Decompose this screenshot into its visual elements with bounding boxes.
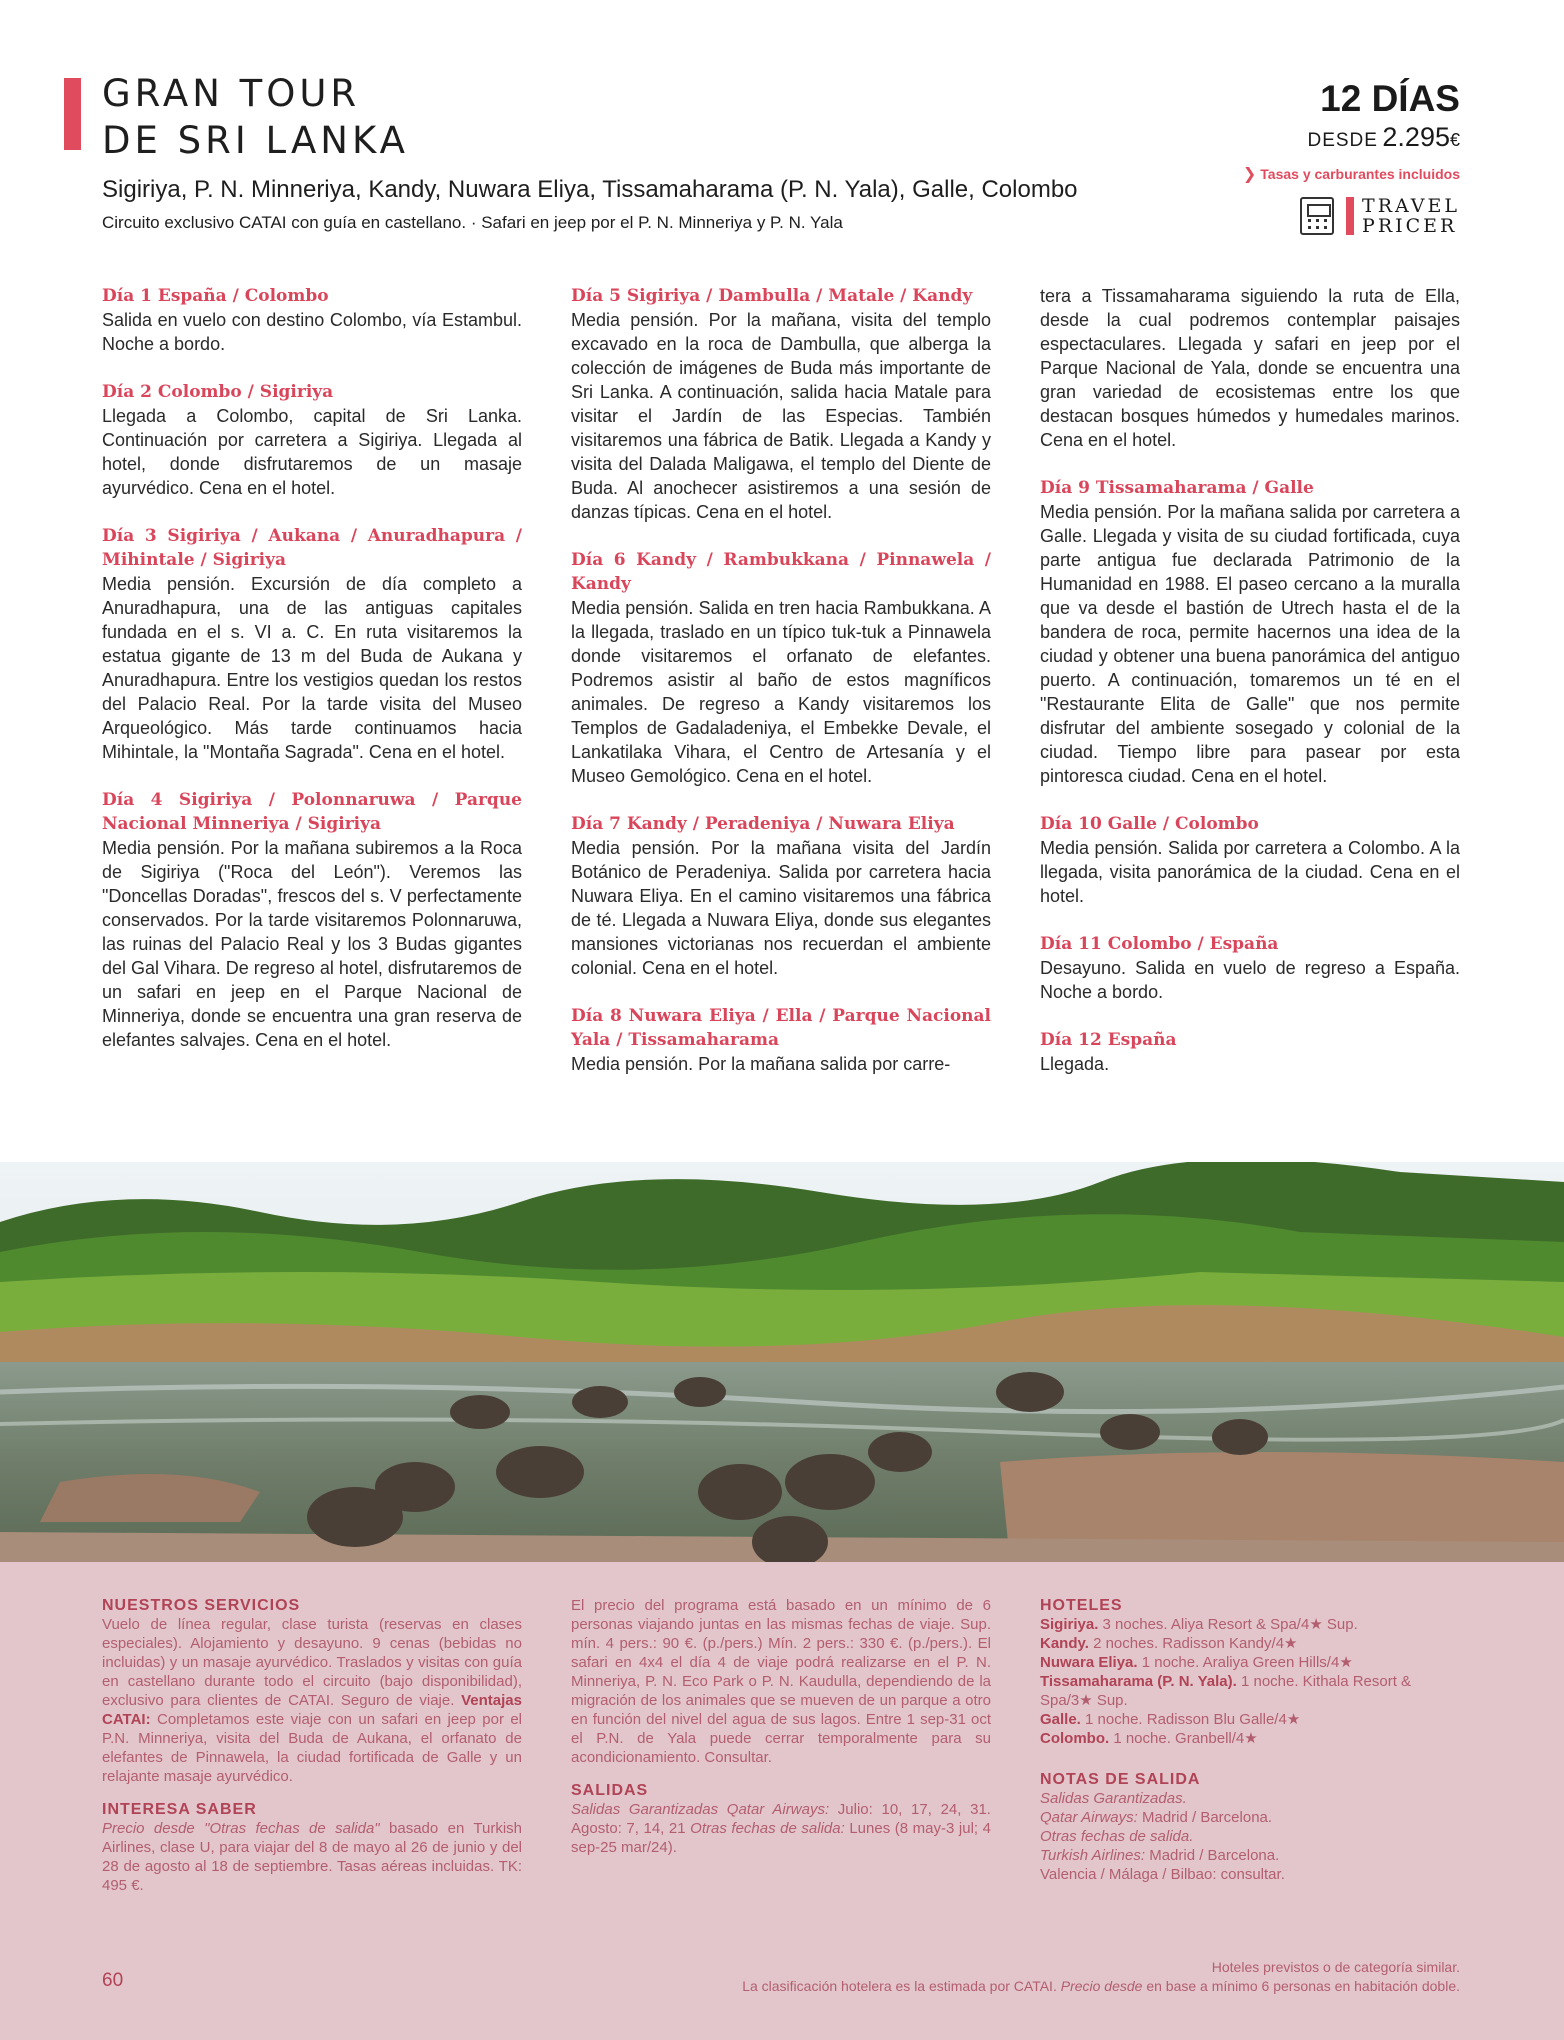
interesa-italic: Precio desde "Otras fechas de salida" [102,1820,380,1837]
itinerary-day [571,548,991,788]
precio-note: El precio del programa está basado en un mínimo de 6 personas viajando juntas en las mismas fechas de viaje. Sup. mín. 4 pers.: 90 €. (p./pers.) Mín. 2 pers.: 330 €. (p./pers.). El safari en 4x4 el día 4 de viaje podrá realizarse en el P. N. Minneriya, P. N. Eco Park o P. N. Kaudulla, dependiendo de la migración de los animales que se mueven de un parque a otro en función del nivel del agua de sus lagos. Entre 1 sep-31 oct el P.N. de Yala puede cerrar temporalmente para su acondicionamiento. Consultar. [571,1597,991,1766]
calculator-icon [1300,197,1334,235]
itinerary-column-2 [571,284,991,1100]
footer-line-2-italic: Precio desde [1060,1978,1143,1994]
notas-line [1040,1846,1460,1865]
itinerary-day [1040,476,1460,788]
salidas-text [571,1800,991,1857]
salidas-heading: SALIDAS [571,1782,649,1799]
hotel-city: Galle. [1040,1711,1081,1728]
notas-line-5: Valencia / Málaga / Bilbao: consultar. [1040,1866,1285,1883]
day-title: Día 6 Kandy / Rambukkana / Pinnawela / Kandy [571,550,991,594]
taxes-note [1243,164,1460,184]
price-currency: € [1449,130,1460,150]
day-text: Llegada a Colombo, capital de Sri Lanka. Continuación por carretera a Sigiriya. Llegada al hotel, donde disfrutaremos de un masaje ayurvédico. Cena en el hotel. [102,406,522,498]
travel-pricer-text [1362,196,1460,236]
day-text: Media pensión. Por la mañana subiremos a la Roca de Sigiriya ("Roca del León"). Veremos las "Doncellas Doradas", frescos del s. V perfectamente conservados. Por la tarde visitaremos Polonnaruwa, las ruinas del Palacio Real y los 3 Budas gigantes del Gal Vihara. De regreso al hotel, disfrutaremos de un safari en jeep en el Parque Nacional de Minneriya, donde se encuentra una gran reserva de elefantes salvajes. Cena en el hotel. [102,838,522,1050]
day-title: Día 2 Colombo / Sigiriya [102,382,334,402]
notas-line [1040,1808,1460,1827]
day-text: Salida en vuelo con destino Colombo, vía Estambul. Noche a bordo. [102,310,522,354]
ventajas-text: Completamos este viaje con un safari en jeep por el P.N. Minneriya, visita del Buda de Aukana, el orfanato de elefantes de Pinnawela, la ciudad fortificada de Galle y un relajante masaje ayurvédico. [102,1711,522,1785]
interesa-body: basado en Turkish Airlines, clase U, para viajar del 8 de mayo al 26 de junio y del 28 de agosto al 18 de septiembre. Tasas aéreas incluidas. TK: 495 €. [102,1820,522,1894]
interesa-text [102,1819,522,1895]
title-line-2: DE SRI LANKA [102,119,409,162]
hotel-city: Tissamaharama (P. N. Yala). [1040,1673,1237,1690]
day-text: Media pensión. Por la mañana, visita del templo excavado en la roca de Dambulla, que alberga la colección de imágenes de Buda más importante de Sri Lanka. A continuación, salida hacia Matale para visitar el Jardín de las Especias. También visitaremos una fábrica de Batik. Llegada a Kandy y visita del Dalada Maligawa, el templo del Diente de Buda. Al anochecer asistiremos a una sesión de danzas típicas. Cena en el hotel. [571,310,991,522]
notas-line-3: Otras fechas de salida. [1040,1828,1194,1845]
itinerary-day [102,788,522,1052]
hotel-detail: 1 noche. Granbell/4★ [1113,1730,1258,1747]
travel-pricer-line-2: PRICER [1362,215,1458,237]
day-text: Llegada. [1040,1054,1110,1074]
day-text: Media pensión. Salida en tren hacia Rambukkana. A la llegada, traslado en un típico tuk-tuk a Pinnawela donde visitaremos el orfanato de elefantes. Podremos asistir al baño de estos magníficos animales. De regreso a Kandy visitaremos los Templos de Gadaladeniya, el Embekke Devale, el Lankatilaka Vihara, el Centro de Artesanía y el Museo Gemológico. Cena en el hotel. [571,598,991,786]
day-text: Media pensión. Por la mañana visita del Jardín Botánico de Peradeniya. Salida por carretera hacia Nuwara Eliya. En el camino visitaremos una fábrica de té. Llegada a Nuwara Eliya, donde sus elegantes mansiones victorianas nos recuerdan el ambiente colonial. Cena en el hotel. [571,838,991,978]
footer-note [742,1958,1460,1996]
hotel-item [1040,1672,1460,1710]
hotel-detail: 2 noches. Radisson Kandy/4★ [1093,1635,1298,1652]
day-title: Día 4 Sigiriya / Polonnaruwa / Parque Nacional Minneriya / Sigiriya [102,790,522,834]
salidas-otras-label: Otras fechas de salida: [690,1820,845,1837]
taxes-text: Tasas y carburantes incluidos [1260,166,1460,182]
notas-line-1: Salidas Garantizadas. [1040,1790,1187,1807]
hotel-item [1040,1710,1460,1729]
day-title: Día 12 España [1040,1030,1177,1050]
elephants-river-photo [0,1162,1564,1562]
salidas-qatar-label: Salidas Garantizadas Qatar Airways: [571,1801,830,1818]
hotel-city: Sigiriya. [1040,1616,1099,1633]
notas-qatar-label: Qatar Airways: [1040,1809,1138,1826]
notas-turkish-label: Turkish Airlines: [1040,1847,1146,1864]
footer-line-2b: en base a mínimo 6 personas en habitación doble. [1146,1978,1460,1994]
hotel-item [1040,1653,1460,1672]
hoteles-heading: HOTELES [1040,1597,1123,1614]
day-text: Media pensión. Excursión de día completo a Anuradhapura, una de las antiguas capitales fundada en el s. VI a. C. En ruta visitaremos la estatua gigante de 13 m del Buda de Aukana y Anuradhapura. Entre los vestigios quedan los restos del Palacio Real. Por la tarde visita del Museo Arqueológico. Más tarde continuamos hacia Mihintale, la "Montaña Sagrada". Cena en el hotel. [102,574,522,762]
hotel-item [1040,1729,1460,1748]
day-title: Día 5 Sigiriya / Dambulla / Matale / Kandy [571,286,973,306]
chevron-right-icon: ❯ [1242,166,1257,183]
hotel-city: Kandy. [1040,1635,1089,1652]
day-text: tera a Tissamaharama siguiendo la ruta de Ella, desde la cual podremos contemplar paisajes espectaculares. Llegada y safari en jeep por el Parque Nacional de Yala, donde se encuentra una gran variedad de ecosistemas entre los que destacan bosques húmedos y humedales marinos. Cena en el hotel. [1040,286,1460,450]
hotel-detail: 1 noche. Kithala Resort & Spa/3★ Sup. [1040,1673,1412,1709]
trip-duration: 12 DÍAS [1320,78,1460,119]
day-title: Día 7 Kandy / Peradeniya / Nuwara Eliya [571,814,955,834]
services-body: Vuelo de línea regular, clase turista (reservas en clases especiales). Alojamiento y desayuno. 9 cenas (bebidas no incluidas) y un masaje ayurvédico. Traslados y visitas con guía en castellano durante todo el circuito (bajo disponibilidad), exclusivo para clientes de CATAI. Seguro de viaje. [102,1616,522,1709]
interesa-heading: INTERESA SABER [102,1801,257,1818]
hotel-item [1040,1634,1460,1653]
footer-line-2a: La clasificación hotelera es la estimada por CATAI. [742,1978,1057,1994]
day-title: Día 1 España / Colombo [102,286,329,306]
hotel-detail: 3 noches. Aliya Resort & Spa/4★ Sup. [1102,1616,1358,1633]
itinerary-day [571,812,991,980]
route-subtitle: Circuito exclusivo CATAI con guía en castellano. · Safari en jeep por el P. N. Minneriya y P. N. Yala [102,213,843,232]
page-number: 60 [102,1970,124,1991]
itinerary-day [102,380,522,500]
info-column-2 [571,1596,991,1857]
hotel-detail: 1 noche. Radisson Blu Galle/4★ [1085,1711,1301,1728]
logo-accent-bar [1346,197,1354,235]
itinerary-day [571,1004,991,1076]
hotel-city: Nuwara Eliya. [1040,1654,1138,1671]
title-accent-bar [64,78,81,150]
day-text: Desayuno. Salida en vuelo de regreso a España. Noche a bordo. [1040,958,1460,1002]
notas-line [1040,1827,1460,1846]
salidas-qatar-text: Julio: 10, 17, 24, 31. Agosto: 7, 14, 21 [571,1801,991,1837]
page-title [102,70,409,164]
notas-line [1040,1865,1460,1884]
photo-illustration [0,1162,1564,1562]
info-column-3 [1040,1596,1460,1884]
itinerary-day [571,284,991,524]
day-text: Media pensión. Por la mañana salida por carre- [571,1054,951,1074]
title-line-1: GRAN TOUR [102,72,361,115]
day-title: Día 10 Galle / Colombo [1040,814,1259,834]
itinerary-day [1040,812,1460,908]
day-title: Día 8 Nuwara Eliya / Ella / Parque Nacional Yala / Tissamaharama [571,1006,991,1050]
itinerary-day [102,524,522,764]
day-title: Día 9 Tissamaharama / Galle [1040,478,1314,498]
day-title: Día 3 Sigiriya / Aukana / Anuradhapura / Mihintale / Sigiriya [102,526,522,570]
day-title: Día 11 Colombo / España [1040,934,1279,954]
salidas-otras-text: Lunes (8 may-3 jul; 4 sep-25 mar/24). [571,1820,991,1856]
notas-heading: NOTAS DE SALIDA [1040,1771,1201,1788]
price-desde-label: DESDE [1307,130,1378,151]
itinerary-day [102,284,522,356]
services-heading: NUESTROS SERVICIOS [102,1597,301,1614]
footer-line-1: Hoteles previstos o de categoría similar. [1211,1959,1460,1975]
notas-turkish-text: Madrid / Barcelona. [1149,1847,1280,1864]
trip-price [1307,122,1460,153]
hotel-city: Colombo. [1040,1730,1110,1747]
notas-qatar-text: Madrid / Barcelona. [1141,1809,1273,1826]
price-amount: 2.295 [1382,122,1450,152]
itinerary-day [1040,1028,1460,1076]
itinerary-column-1 [102,284,522,1076]
itinerary-column-3 [1040,284,1460,1100]
info-column-1 [102,1596,522,1895]
notas-line [1040,1789,1460,1808]
day-text: Media pensión. Por la mañana salida por carretera a Galle. Llegada y visita de su ciudad fortificada, cuya parte antigua fue declarada Patrimonio de la Humanidad en 1988. El paseo cercano a la muralla que va desde el bastión de Utrech hasta el de la bandera de roca, permite hacernos una idea de la ciudad y obtener una buena panorámica del antiguo puerto. A continuación, tomaremos un té en el "Restaurante Elita de Galle" que nos permite disfrutar del ambiente sosegado y colonial de la ciudad. Tiempo libre para pasear por esta pintoresca ciudad. Cena en el hotel. [1040,502,1460,786]
hotel-item [1040,1615,1460,1634]
route-cities: Sigiriya, P. N. Minneriya, Kandy, Nuwara Eliya, Tissamaharama (P. N. Yala), Galle, Colombo [102,176,1078,203]
travel-pricer-line-1: TRAVEL [1362,195,1460,217]
hotel-detail: 1 noche. Araliya Green Hills/4★ [1141,1654,1353,1671]
footer-line-2 [742,1977,1460,1996]
day-text: Media pensión. Salida por carretera a Colombo. A la llegada, visita panorámica de la ciudad. Cena en el hotel. [1040,838,1460,906]
itinerary-day-continued [1040,284,1460,452]
itinerary-day [1040,932,1460,1004]
services-text [102,1615,522,1786]
ventajas-label: Ventajas CATAI: [102,1692,522,1728]
travel-pricer-logo [1300,195,1460,237]
